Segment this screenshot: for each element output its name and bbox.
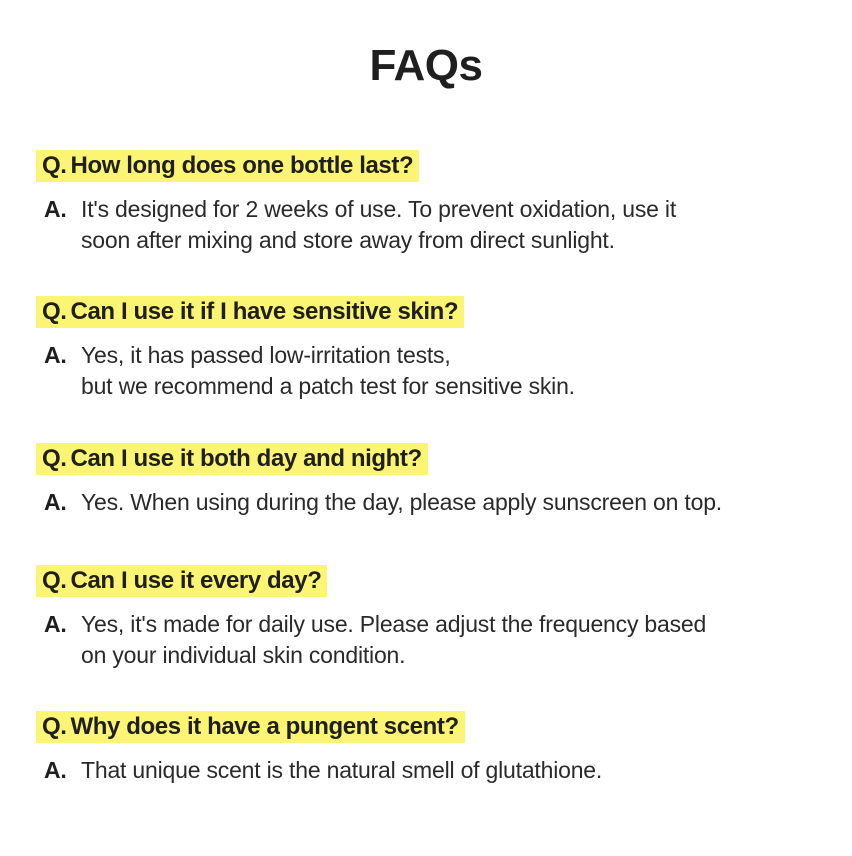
question-text: Can I use it if I have sensitive skin? [70,298,459,325]
faq-answer [36,340,826,402]
answer-line: but we recommend a patch test for sensitive skin. [81,373,575,399]
question-prefix: Q. [42,445,67,472]
faq-item-sensitive-skin [36,296,826,402]
faq-answer [36,194,826,256]
faq-answer [36,487,826,518]
answer-line: Yes, it's made for daily use. Please adjust the frequency based [81,611,707,637]
answer-prefix: A. [44,489,67,515]
question-prefix: Q. [42,152,67,179]
question-text: Why does it have a pungent scent? [70,713,459,740]
question-text: Can I use it both day and night? [70,445,422,472]
page-title: FAQs [369,41,483,90]
answer-prefix: A. [44,757,67,783]
faq-item-every-day [36,565,826,671]
faq-question [36,443,428,475]
answer-line: It's designed for 2 weeks of use. To prevent oxidation, use it [81,196,677,222]
question-prefix: Q. [42,713,67,740]
question-text: How long does one bottle last? [70,152,414,179]
faq-question [36,296,464,328]
answer-line: soon after mixing and store away from direct sunlight. [81,227,615,253]
answer-line: Yes, it has passed low-irritation tests, [81,342,451,368]
answer-line: That unique scent is the natural smell of glutathione. [81,757,603,783]
faq-item-day-and-night [36,443,826,518]
faq-question [36,150,419,182]
answer-prefix: A. [44,342,67,368]
faq-answer [36,755,826,786]
faq-answer [36,609,826,671]
question-prefix: Q. [42,567,67,594]
question-prefix: Q. [42,298,67,325]
faq-item-pungent-scent [36,711,826,786]
faq-question [36,565,327,597]
answer-line: on your individual skin condition. [81,642,406,668]
question-text: Can I use it every day? [70,567,322,594]
answer-prefix: A. [44,611,67,637]
answer-line: Yes. When using during the day, please apply sunscreen on top. [81,489,722,515]
faq-question [36,711,465,743]
faq-item-bottle-duration [36,150,826,256]
answer-prefix: A. [44,196,67,222]
